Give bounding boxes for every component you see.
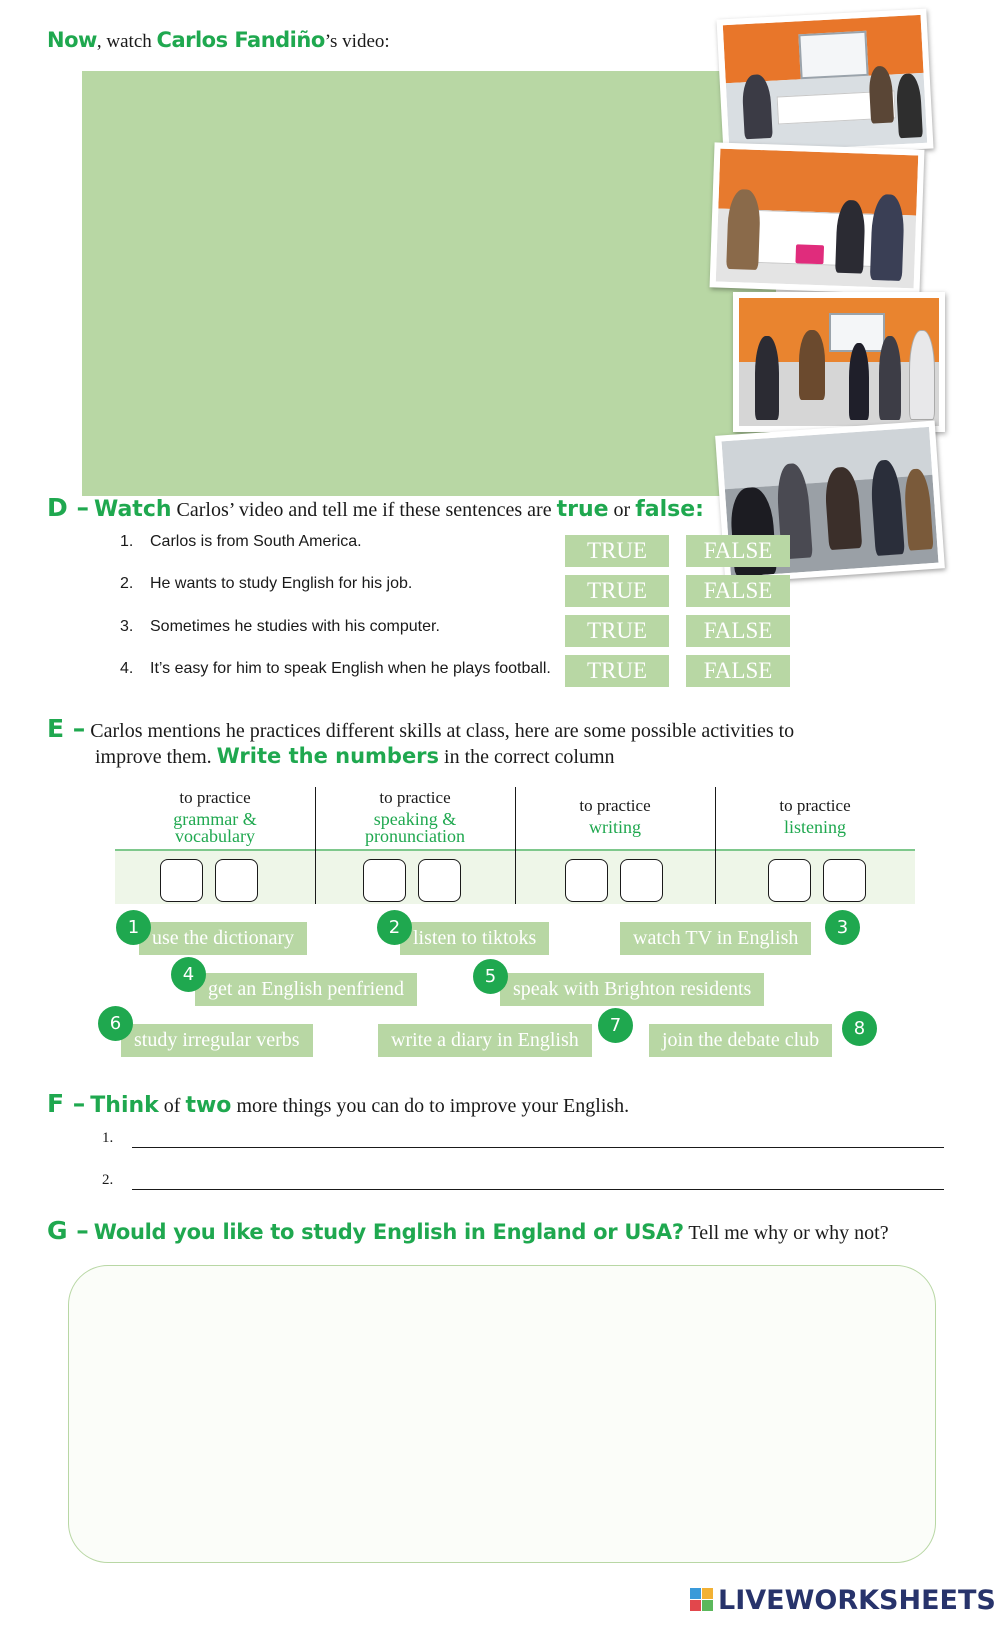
activity-number-5: 5 — [473, 959, 508, 994]
column-skill-label: pronunciation — [365, 826, 465, 846]
column-skill-label: listening — [784, 817, 846, 837]
column-skill-label: grammar & — [173, 809, 257, 829]
activity-7[interactable]: write a diary in English — [378, 1024, 592, 1057]
section-g-text: Tell me why or why not? — [683, 1222, 889, 1244]
section-d-text: Carlos’ video and tell me if these sentences are — [171, 499, 557, 521]
answer-box-speaking-1[interactable] — [363, 859, 406, 902]
answer-line-1[interactable] — [132, 1147, 944, 1148]
section-g-title — [47, 1216, 889, 1245]
activity-3[interactable]: watch TV in English — [620, 922, 811, 955]
section-f-text: of — [158, 1095, 186, 1117]
classroom-photo — [716, 9, 933, 160]
statement-3 — [120, 618, 440, 636]
section-f-letter: F – — [47, 1089, 86, 1118]
false-button-3[interactable]: FALSE — [686, 615, 790, 647]
activity-number-8: 8 — [842, 1011, 877, 1046]
students-at-table-photo — [710, 142, 925, 294]
or-text: or — [608, 499, 636, 521]
activity-number-3: 3 — [825, 910, 860, 945]
answer-box-grammar-1[interactable] — [160, 859, 203, 902]
answer-line-2[interactable] — [132, 1189, 944, 1190]
logo-text: LIVEWORKSHEETS — [718, 1584, 996, 1616]
activity-4[interactable]: get an English penfriend — [195, 973, 417, 1006]
statement-number: 4. — [120, 660, 134, 677]
answer-box-grammar-2[interactable] — [215, 859, 258, 902]
true-button-3[interactable]: TRUE — [565, 615, 669, 647]
activity-5[interactable]: speak with Brighton residents — [500, 973, 764, 1006]
statement-1 — [120, 533, 362, 551]
column-listening — [715, 787, 915, 849]
section-e-line1: Carlos mentions he practices different skills at class, here are some possible activities to — [90, 720, 795, 742]
answer-box-speaking-2[interactable] — [418, 859, 461, 902]
activity-8[interactable]: join the debate club — [649, 1024, 832, 1057]
section-d-title — [47, 493, 704, 522]
watch-text: , watch — [96, 31, 157, 52]
column-grammar-vocabulary — [115, 787, 315, 849]
column-top-label: to practice — [379, 788, 451, 807]
video-suffix: ’s video: — [324, 31, 390, 52]
true-button-1[interactable]: TRUE — [565, 535, 669, 567]
answer-box-writing-2[interactable] — [620, 859, 663, 902]
skills-table — [115, 787, 915, 904]
column-skill-label: vocabulary — [175, 826, 255, 846]
section-e-text-end: in the correct column — [439, 746, 615, 768]
true-bold: true — [556, 497, 609, 522]
section-e-text: improve them. — [95, 746, 217, 768]
essay-answer-box[interactable] — [68, 1265, 936, 1563]
activity-number-4: 4 — [171, 957, 206, 992]
false-button-4[interactable]: FALSE — [686, 655, 790, 687]
activity-number-2: 2 — [377, 910, 412, 945]
activity-1[interactable]: use the dictionary — [139, 922, 307, 955]
column-skill-label: speaking & — [373, 809, 457, 829]
false-button-1[interactable]: FALSE — [686, 535, 790, 567]
liveworksheets-logo — [690, 1585, 996, 1615]
section-e-line2 — [95, 744, 615, 769]
think-bold: Think — [90, 1093, 159, 1118]
carlos-name: Carlos Fandiño — [156, 28, 325, 52]
activity-2[interactable]: listen to tiktoks — [400, 922, 549, 955]
activity-6[interactable]: study irregular verbs — [121, 1024, 313, 1057]
watch-bold: Watch — [93, 497, 172, 522]
statement-text: Carlos is from South America. — [150, 533, 362, 550]
section-e-title — [47, 716, 794, 744]
section-e-letter: E – — [47, 714, 86, 743]
section-f-text-end: more things you can do to improve your English. — [231, 1095, 630, 1117]
video-instruction — [47, 28, 390, 53]
column-writing — [515, 787, 715, 849]
statement-text: Sometimes he studies with his computer. — [150, 618, 440, 635]
guitar-class-photo — [733, 292, 945, 432]
answer-box-writing-1[interactable] — [565, 859, 608, 902]
column-top-label: to practice — [579, 796, 651, 815]
statement-text: It’s easy for him to speak English when he plays football. — [150, 660, 551, 677]
column-top-label: to practice — [779, 796, 851, 815]
true-button-2[interactable]: TRUE — [565, 575, 669, 607]
section-f-title — [47, 1089, 629, 1118]
answer-line-number-2: 2. — [102, 1172, 114, 1188]
activity-number-7: 7 — [598, 1008, 633, 1043]
answer-line-number-1: 1. — [102, 1130, 114, 1146]
statement-number: 3. — [120, 618, 134, 635]
write-numbers-bold: Write the numbers — [216, 744, 440, 768]
logo-icon — [690, 1588, 714, 1612]
statement-2 — [120, 575, 412, 593]
video-player[interactable] — [82, 71, 776, 496]
section-d-letter: D – — [47, 493, 89, 522]
answer-box-listening-1[interactable] — [768, 859, 811, 902]
true-button-4[interactable]: TRUE — [565, 655, 669, 687]
column-skill-label: writing — [589, 817, 641, 837]
question-bold: Would you like to study English in England or USA? — [93, 1220, 684, 1244]
column-top-label: to practice — [179, 788, 251, 807]
activity-number-1: 1 — [116, 910, 151, 945]
column-speaking-pronunciation — [315, 787, 515, 849]
statement-text: He wants to study English for his job. — [150, 575, 413, 592]
now-label: Now — [47, 28, 97, 52]
false-button-2[interactable]: FALSE — [686, 575, 790, 607]
false-bold: false: — [635, 497, 704, 522]
statement-4 — [120, 660, 551, 678]
answer-box-listening-2[interactable] — [823, 859, 866, 902]
section-g-letter: G – — [47, 1216, 89, 1245]
statement-number: 2. — [120, 575, 134, 592]
statement-number: 1. — [120, 533, 134, 550]
two-bold: two — [185, 1093, 232, 1118]
activity-number-6: 6 — [98, 1006, 133, 1041]
